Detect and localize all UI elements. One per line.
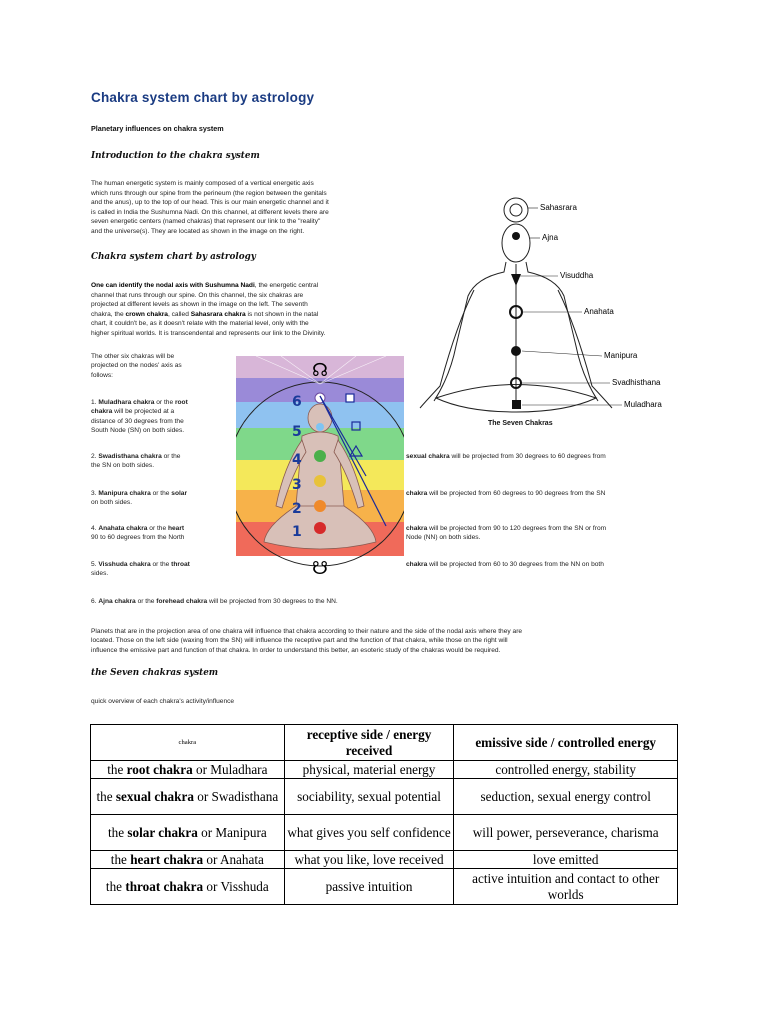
table-cell [91,761,285,779]
astro-line: higher spiritual worlds. It is transcendental and represents our link to the Divinity. [91,329,326,337]
bold-text: solar [171,490,188,497]
text: located. Those on the left side (waxing from the SN) will influence the receptive part and the function of that chakra, while those on the right will [91,637,508,645]
label-ajna: Ajna [542,233,559,242]
chakra-number: 6 [292,394,302,410]
bold-text: One can identify the nodal axis with Sushumna Nadi [91,282,255,289]
text: 90 to 60 degrees from the North [91,534,185,542]
chakra-projection-image [236,356,404,580]
intro-paragraph [91,179,421,237]
intro-line: The human energetic system is mainly composed of a vertical energetic axis [91,180,314,187]
page-title: Chakra system chart by astrology [91,90,315,105]
bold-text: throat chakra [125,878,204,894]
table-cell [91,851,285,869]
intro-heading: Introduction to the chakra system [91,151,260,161]
bold-text: heart chakra [130,851,204,867]
text: will be projected from 30 degrees to the NN. [207,598,338,605]
bold-text: chakra [406,525,428,532]
table-cell: active intuition and contact to other worlds [454,869,678,905]
text: Planets that are in the projection area of one chakra will influence that chakra according to their nature and the side of the nodal axis where they are [91,628,523,635]
bold-text: Visshuda chakra [98,561,151,568]
text: the SN on both sides. [91,462,155,470]
table-cell: seduction, sexual energy control [454,779,678,815]
text: or Muladhara [192,761,268,777]
text: the [107,824,128,840]
text: 6. [91,598,99,605]
north-node-symbol: ☊ [312,360,328,381]
text: 4. [91,525,99,532]
bold-text: chakra [91,408,113,416]
table-cell [91,815,285,851]
list-item-5-left [91,560,236,579]
bold-text: Ajna chakra [98,598,136,605]
chakra-number: 2 [292,501,302,517]
table-cell: will power, perseverance, charisma [454,815,678,851]
table-cell [91,779,285,815]
south-node-symbol: ☋ [312,558,328,579]
text: 1. [91,399,99,406]
bold-text: root [174,399,188,406]
text: the [107,761,127,777]
bold-text: throat [171,561,190,568]
seven-heading: the Seven chakras system [91,668,219,678]
text: The other six chakras will be [91,353,175,360]
intro-line: which runs through our spine from the perineum (the region between the genitals [91,189,327,197]
chakra-number: 4 [292,452,302,468]
intro-line: is called in India the Sushumna Nadi. On this channel, at different levels there are [91,208,329,216]
text: distance of 30 degrees from the [91,417,184,425]
bold-text: Swadisthana chakra [98,453,162,460]
planets-paragraph [91,627,691,655]
text: or the [150,561,172,568]
bold-text: solar chakra [127,824,198,840]
text: , called [167,310,191,318]
bold-text: Sahasrara chakra [190,310,246,318]
text: the [110,851,131,867]
text: or the [150,490,172,497]
table-header-row [91,725,678,761]
chakra-number: 1 [292,524,302,540]
chakra-number: 5 [292,424,302,440]
bold-text: Anahata chakra [98,525,148,532]
text: the [96,788,116,804]
list-item-4-right [406,524,681,543]
text: or the [154,399,175,406]
text: will be projected from 30 degrees to 60 degrees from [449,453,606,460]
bold-text: Manipura chakra [98,490,151,497]
label-sahasrara: Sahasrara [540,203,577,212]
text: Node (NN) on both sides. [406,534,481,542]
bold-text: chakra [406,561,428,568]
text: 2. [91,453,99,460]
text: or the [161,453,181,460]
text: , the energetic central [254,282,319,289]
table-cell: what gives you self confidence [284,815,454,851]
text: will be projected at a [112,408,175,416]
text: or the [135,598,157,605]
table-cell: passive intuition [284,869,454,905]
text: or Swadisthana [193,788,279,804]
header-receptive: receptive side / energy received [284,725,454,761]
chakra-table [90,724,678,905]
list-item-3-right [406,489,681,498]
seven-chakras-image [416,186,712,436]
table-cell: controlled energy, stability [454,761,678,779]
text: South Node (SN) on both sides. [91,427,185,435]
table-cell: sociability, sexual potential [284,779,454,815]
text: on both sides. [91,499,133,507]
label-svadhisthana: Svadhisthana [612,378,661,387]
seven-chakras-figure [416,186,712,436]
table-cell: what you like, love received [284,851,454,869]
bold-text: sexual chakra [115,788,194,804]
astro-line: chart, it couldn't be, as it doesn't relate with the material level, only with the [91,320,309,328]
header-chakra: chakra [91,725,285,761]
list-item-5-right [406,560,681,569]
chakra-projection-figure [236,356,404,580]
text: 5. [91,561,99,568]
bold-text: forehead chakra [156,598,208,605]
text: or the [147,525,168,532]
bold-text: sexual chakra [406,453,450,460]
text: 3. [91,490,99,497]
list-item-2-left [91,452,236,471]
text: or Anahata [203,851,264,867]
bold-text: Muladhara chakra [98,399,155,406]
text: sides. [91,570,109,578]
table-row [91,815,678,851]
bold-text: root chakra [126,761,193,777]
list-item-6 [91,597,591,606]
label-manipura: Manipura [604,351,638,360]
overview-text: quick overview of each chakra's activity/influence [91,698,235,705]
chakra-number: 3 [292,477,302,493]
table-row [91,761,678,779]
text: will be projected from 60 degrees to 90 degrees from the SN [427,490,606,497]
intro-line: and the universe(s). They are located as shown in the image on the right. [91,227,305,235]
label-anahata: Anahata [584,307,614,316]
astro-line: channel that runs through our spine. On this channel, the six chakras are [91,291,304,299]
text: influence the emissive part and function of that chakra. In order to understand this better, an esoteric study of the chakras would be required. [91,646,501,654]
text: or Visshuda [203,878,269,894]
text: follows: [91,371,113,379]
text: will be projected from 90 to 120 degrees from the SN or from [427,525,607,532]
text: the [105,878,126,894]
intro-line: seven energetic centers (named chakras) that represent our link to the "reality" [91,218,321,226]
table-row [91,869,678,905]
table-row [91,779,678,815]
astro-line: projected at different levels as shown in the image on the left. The seventh [91,301,308,309]
astro-heading: Chakra system chart by astrology [91,252,256,262]
text: projected on the nodes' axis as [91,362,182,370]
header-emissive: emissive side / controlled energy [454,725,678,761]
table-cell: love emitted [454,851,678,869]
bold-text: chakra [406,490,428,497]
page-subtitle: Planetary influences on chakra system [91,124,224,133]
list-item-4-left [91,524,236,543]
list-item-1 [91,398,236,436]
list-item-3-left [91,489,236,508]
list-item-2-right [406,452,681,461]
bold-text: crown chakra [125,310,168,318]
astro-paragraph [91,281,421,339]
table-cell [91,869,285,905]
bold-text: heart [167,525,185,532]
intro-line: and the anus), up to the top of our head. This is our main energetic channel and it [91,199,329,207]
text: will be projected from 60 to 30 degrees from the NN on both [427,561,604,568]
projection-intro [91,352,231,380]
text: is not shown in the natal [245,310,319,318]
table-cell: physical, material energy [284,761,454,779]
text: chakra, the [91,310,126,318]
label-muladhara: Muladhara [624,400,662,409]
figure-caption: The Seven Chakras [488,420,553,427]
label-visuddha: Visuddha [560,271,594,280]
table-row [91,851,678,869]
text: or Manipura [197,824,267,840]
